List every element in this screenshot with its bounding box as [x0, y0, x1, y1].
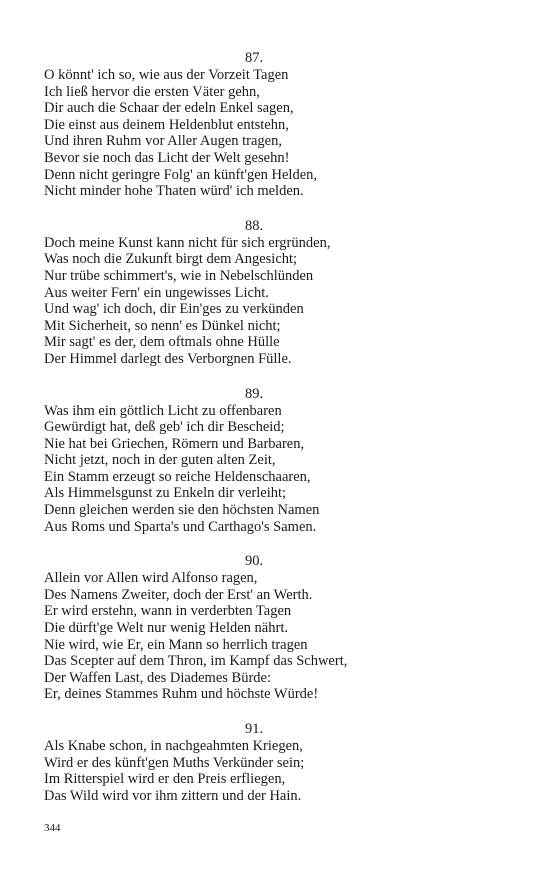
verse-line: Als Knabe schon, in nachgeahmten Kriegen,: [44, 738, 303, 754]
stanza-90: [44, 553, 464, 703]
verse-line: Und wag' ich doch, dir Ein'ges zu verkünden: [44, 301, 304, 318]
verse-line: O könnt' ich so, wie aus der Vorzeit Tagen: [44, 67, 289, 83]
verse-line: Der Waffen Last, des Diademes Bürde:: [44, 669, 272, 686]
stanza-91: [44, 721, 464, 804]
verse-line: Aus weiter Fern' ein ungewisses Licht.: [44, 284, 269, 301]
verse-line: Er wird erstehn, wann in verderbten Tagen: [44, 603, 292, 620]
verse-line: Der Himmel darlegt des Verborgnen Fülle.: [44, 350, 292, 367]
verse-line: Das Scepter auf dem Thron, im Kampf das Schwert,: [44, 653, 348, 670]
verse-line: Denn gleichen werden sie den höchsten Namen: [44, 502, 320, 519]
verse-line: Aus Roms und Sparta's und Carthago's Samen.: [44, 518, 317, 535]
verse-line: Was noch die Zukunft birgt dem Angesicht;: [44, 251, 298, 268]
poem-page: [44, 50, 464, 822]
verse-line: Als Himmelsgunst zu Enkeln dir verleiht;: [44, 485, 287, 502]
verse-line: Doch meine Kunst kann nicht für sich ergründen,: [44, 234, 331, 251]
verse-line: Ein Stamm erzeugt so reiche Heldenschaaren,: [44, 468, 311, 485]
verse-line: Dir auch die Schaar der edeln Enkel sagen,: [44, 100, 294, 117]
stanza-89: [44, 386, 464, 536]
stanza-number: 91.: [244, 721, 264, 737]
verse-line: Und ihren Ruhm vor Aller Augen tragen,: [44, 133, 282, 150]
verse-line: Bevor sie noch das Licht der Welt gesehn!: [44, 149, 290, 166]
verse-line: Das Wild wird vor ihm zittern und der Hain.: [44, 787, 302, 804]
verse-line: Denn nicht geringre Folg' an künft'gen Helden,: [44, 166, 318, 183]
verse-line: Die dürft'ge Welt nur wenig Helden nährt.: [44, 620, 288, 637]
verse-line: Mit Sicherheit, so nenn' es Dünkel nicht;: [44, 317, 281, 334]
stanza-number: 87.: [244, 50, 264, 66]
page-number: 344: [44, 822, 61, 834]
verse-line: Nicht jetzt, noch in der guten alten Zeit,: [44, 452, 276, 469]
verse-line: Ich ließ hervor die ersten Väter gehn,: [44, 83, 260, 100]
verse-line: Was ihm ein göttlich Licht zu offenbaren: [44, 402, 282, 419]
stanza-number: 88.: [244, 217, 264, 234]
verse-line: Im Ritterspiel wird er den Preis erfliegen,: [44, 771, 286, 788]
verse-line: Nie wird, wie Er, ein Mann so herrlich tragen: [44, 636, 308, 653]
stanza-87: [44, 50, 464, 200]
stanza-number: 90.: [244, 553, 264, 570]
stanza-number: 89.: [244, 385, 264, 402]
verse-line: Nur trübe schimmert's, wie in Nebelschlünden: [44, 267, 314, 284]
verse-line: Gewürdigt hat, deß geb' ich dir Bescheid;: [44, 419, 285, 436]
verse-line: Nie hat bei Griechen, Römern und Barbaren,: [44, 435, 305, 452]
verse-line: Wird er des künft'gen Muths Verkünder sein;: [44, 754, 305, 771]
verse-line: Allein vor Allen wird Alfonso ragen,: [44, 570, 258, 587]
verse-line: Die einst aus deinem Heldenblut entstehn,: [44, 116, 289, 133]
stanza-88: [44, 218, 464, 368]
verse-line: Nicht minder hohe Thaten würd' ich melden.: [44, 183, 304, 200]
verse-line: Des Namens Zweiter, doch der Erst' an Werth.: [44, 586, 313, 603]
verse-line: Er, deines Stammes Ruhm und höchste Würde!: [44, 686, 319, 703]
verse-line: Mir sagt' es der, dem oftmals ohne Hülle: [44, 334, 280, 351]
